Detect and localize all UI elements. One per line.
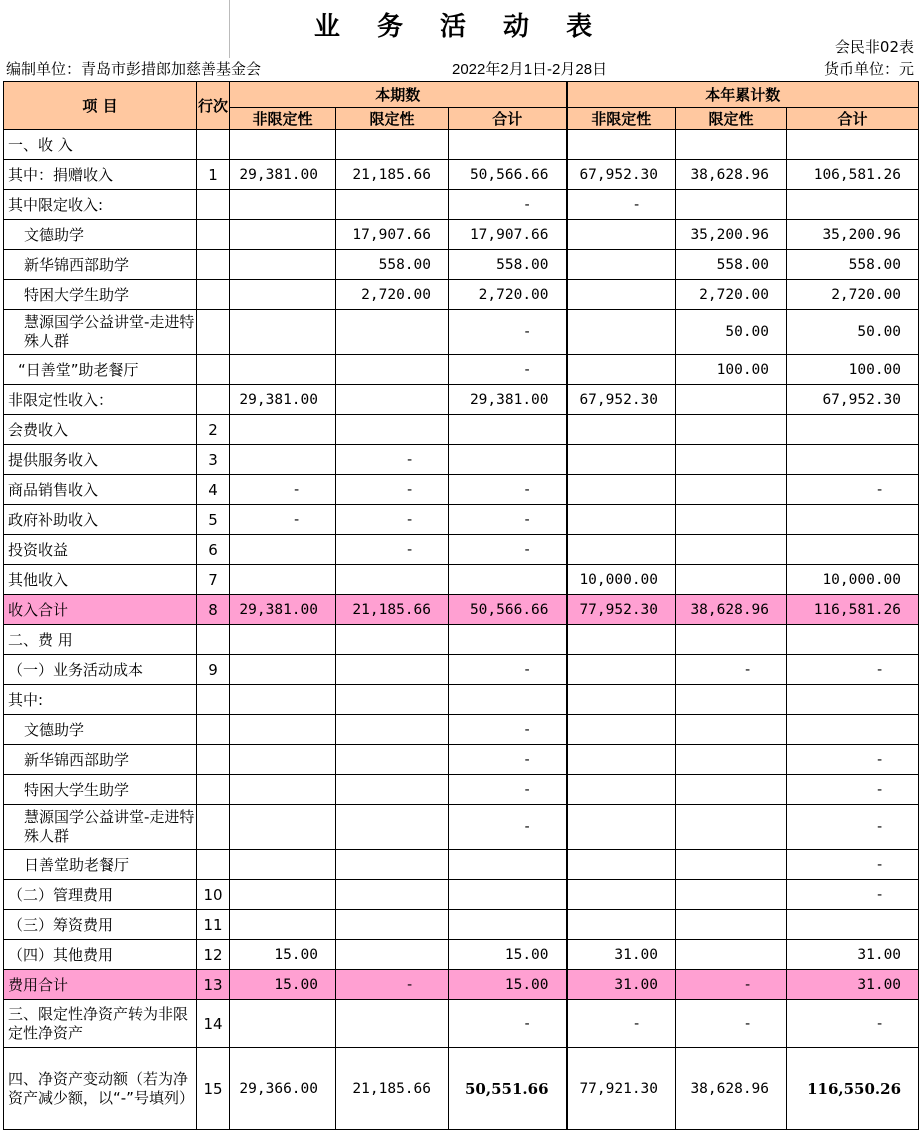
value-cell: 31.00 bbox=[567, 940, 676, 970]
value-cell: 29,366.00 bbox=[230, 1048, 336, 1130]
row-line-number: 3 bbox=[197, 445, 230, 475]
value-cell bbox=[336, 625, 449, 655]
value-cell bbox=[336, 850, 449, 880]
value-cell: - bbox=[567, 190, 676, 220]
value-cell: 67,952.30 bbox=[787, 385, 919, 415]
value-cell bbox=[676, 445, 787, 475]
value-cell bbox=[336, 415, 449, 445]
value-cell bbox=[787, 685, 919, 715]
value-cell bbox=[676, 940, 787, 970]
activity-statement-table bbox=[3, 81, 919, 1130]
value-cell bbox=[336, 940, 449, 970]
value-cell bbox=[676, 685, 787, 715]
value-cell: 29,381.00 bbox=[230, 595, 336, 625]
table-row bbox=[4, 1000, 919, 1048]
table-row bbox=[4, 190, 919, 220]
row-label: 一、收 入 bbox=[4, 130, 197, 160]
value-cell: 15.00 bbox=[230, 940, 336, 970]
value-cell: - bbox=[787, 655, 919, 685]
form-code: 会民非02表 bbox=[834, 38, 914, 56]
value-cell: - bbox=[449, 715, 567, 745]
row-line-number: 14 bbox=[197, 1000, 230, 1048]
col-header-current-period: 本期数 bbox=[230, 82, 567, 108]
row-line-number bbox=[197, 220, 230, 250]
value-cell bbox=[449, 850, 567, 880]
value-cell: 15.00 bbox=[449, 940, 567, 970]
value-cell: 15.00 bbox=[449, 970, 567, 1000]
value-cell: 50.00 bbox=[787, 310, 919, 355]
value-cell bbox=[787, 445, 919, 475]
value-cell bbox=[230, 775, 336, 805]
value-cell: 50.00 bbox=[676, 310, 787, 355]
value-cell bbox=[567, 415, 676, 445]
value-cell bbox=[230, 190, 336, 220]
value-cell: 10,000.00 bbox=[787, 565, 919, 595]
value-cell: - bbox=[336, 475, 449, 505]
value-cell bbox=[567, 130, 676, 160]
value-cell: - bbox=[449, 505, 567, 535]
value-cell bbox=[230, 445, 336, 475]
row-label: 文德助学 bbox=[4, 220, 197, 250]
col-header-ytd: 本年累计数 bbox=[567, 82, 919, 108]
value-cell: - bbox=[676, 1000, 787, 1048]
row-label: “日善堂”助老餐厅 bbox=[4, 355, 197, 385]
row-line-number: 10 bbox=[197, 880, 230, 910]
value-cell bbox=[676, 130, 787, 160]
col-header-line: 行次 bbox=[197, 82, 230, 130]
table-row bbox=[4, 385, 919, 415]
value-cell bbox=[787, 415, 919, 445]
reporting-unit: 编制单位：青岛市彭措郎加慈善基金会 bbox=[6, 60, 262, 78]
value-cell bbox=[676, 565, 787, 595]
value-cell bbox=[676, 385, 787, 415]
value-cell: 116,581.26 bbox=[787, 595, 919, 625]
table-row bbox=[4, 970, 919, 1000]
value-cell: 558.00 bbox=[676, 250, 787, 280]
row-label: 提供服务收入 bbox=[4, 445, 197, 475]
value-cell: - bbox=[230, 475, 336, 505]
table-row bbox=[4, 850, 919, 880]
row-line-number: 12 bbox=[197, 940, 230, 970]
value-cell: - bbox=[336, 970, 449, 1000]
value-cell: 67,952.30 bbox=[567, 385, 676, 415]
value-cell: - bbox=[787, 850, 919, 880]
value-cell: 100.00 bbox=[787, 355, 919, 385]
value-cell: 17,907.66 bbox=[449, 220, 567, 250]
value-cell bbox=[230, 625, 336, 655]
row-label: 其中：捐赠收入 bbox=[4, 160, 197, 190]
value-cell: - bbox=[449, 355, 567, 385]
value-cell bbox=[567, 535, 676, 565]
value-cell: 558.00 bbox=[449, 250, 567, 280]
table-row bbox=[4, 805, 919, 850]
row-label: 会费收入 bbox=[4, 415, 197, 445]
value-cell: 2,720.00 bbox=[787, 280, 919, 310]
value-cell: 116,550.26 bbox=[787, 1048, 919, 1130]
table-row bbox=[4, 250, 919, 280]
value-cell bbox=[567, 715, 676, 745]
value-cell bbox=[676, 415, 787, 445]
value-cell: 21,185.66 bbox=[336, 595, 449, 625]
value-cell bbox=[336, 1000, 449, 1048]
value-cell bbox=[230, 850, 336, 880]
value-cell bbox=[230, 655, 336, 685]
value-cell bbox=[567, 310, 676, 355]
value-cell bbox=[567, 685, 676, 715]
value-cell bbox=[230, 220, 336, 250]
value-cell: 50,566.66 bbox=[449, 160, 567, 190]
value-cell: 2,720.00 bbox=[336, 280, 449, 310]
row-line-number bbox=[197, 775, 230, 805]
value-cell: - bbox=[230, 505, 336, 535]
value-cell: 21,185.66 bbox=[336, 160, 449, 190]
value-cell bbox=[676, 805, 787, 850]
value-cell: - bbox=[567, 1000, 676, 1048]
value-cell: - bbox=[449, 535, 567, 565]
table-row bbox=[4, 310, 919, 355]
row-line-number bbox=[197, 805, 230, 850]
table-row bbox=[4, 715, 919, 745]
value-cell bbox=[787, 625, 919, 655]
value-cell: 2,720.00 bbox=[449, 280, 567, 310]
value-cell bbox=[567, 775, 676, 805]
row-line-number bbox=[197, 685, 230, 715]
row-line-number: 7 bbox=[197, 565, 230, 595]
page-title: 业 务 活 动 表 bbox=[313, 12, 607, 42]
value-cell bbox=[567, 475, 676, 505]
row-line-number: 6 bbox=[197, 535, 230, 565]
row-label: 新华锦西部助学 bbox=[4, 745, 197, 775]
row-label: （三）筹资费用 bbox=[4, 910, 197, 940]
value-cell bbox=[336, 880, 449, 910]
value-cell: - bbox=[787, 1000, 919, 1048]
table-row bbox=[4, 1048, 919, 1130]
value-cell bbox=[336, 385, 449, 415]
value-cell: 558.00 bbox=[787, 250, 919, 280]
value-cell bbox=[230, 250, 336, 280]
row-line-number: 8 bbox=[197, 595, 230, 625]
value-cell: 67,952.30 bbox=[567, 160, 676, 190]
value-cell bbox=[336, 745, 449, 775]
row-line-number: 9 bbox=[197, 655, 230, 685]
value-cell: 31.00 bbox=[787, 970, 919, 1000]
table-row bbox=[4, 595, 919, 625]
value-cell bbox=[567, 625, 676, 655]
row-label: 其中限定收入: bbox=[4, 190, 197, 220]
table-row bbox=[4, 355, 919, 385]
row-line-number bbox=[197, 130, 230, 160]
value-cell bbox=[567, 655, 676, 685]
value-cell bbox=[336, 130, 449, 160]
row-line-number bbox=[197, 190, 230, 220]
value-cell bbox=[336, 775, 449, 805]
value-cell bbox=[676, 850, 787, 880]
value-cell bbox=[567, 445, 676, 475]
row-line-number bbox=[197, 745, 230, 775]
value-cell: 21,185.66 bbox=[336, 1048, 449, 1130]
value-cell: - bbox=[449, 190, 567, 220]
row-label: 日善堂助老餐厅 bbox=[4, 850, 197, 880]
row-label: 特困大学生助学 bbox=[4, 280, 197, 310]
row-line-number bbox=[197, 850, 230, 880]
value-cell: - bbox=[787, 880, 919, 910]
row-label: （二）管理费用 bbox=[4, 880, 197, 910]
col-header-restricted: 限定性 bbox=[676, 108, 787, 130]
value-cell: - bbox=[449, 805, 567, 850]
value-cell bbox=[230, 685, 336, 715]
value-cell bbox=[336, 685, 449, 715]
row-line-number: 13 bbox=[197, 970, 230, 1000]
value-cell: 10,000.00 bbox=[567, 565, 676, 595]
value-cell: - bbox=[787, 775, 919, 805]
row-line-number: 4 bbox=[197, 475, 230, 505]
value-cell bbox=[787, 190, 919, 220]
value-cell bbox=[449, 445, 567, 475]
value-cell: 29,381.00 bbox=[230, 160, 336, 190]
row-line-number bbox=[197, 250, 230, 280]
value-cell bbox=[567, 505, 676, 535]
value-cell bbox=[567, 745, 676, 775]
value-cell bbox=[567, 220, 676, 250]
row-label: 新华锦西部助学 bbox=[4, 250, 197, 280]
value-cell bbox=[336, 715, 449, 745]
value-cell bbox=[230, 805, 336, 850]
value-cell bbox=[676, 910, 787, 940]
row-line-number bbox=[197, 280, 230, 310]
row-label: 慧源国学公益讲堂-走进特殊人群 bbox=[4, 310, 197, 355]
row-line-number bbox=[197, 715, 230, 745]
row-line-number bbox=[197, 310, 230, 355]
value-cell: 38,628.96 bbox=[676, 160, 787, 190]
value-cell bbox=[787, 910, 919, 940]
value-cell bbox=[336, 355, 449, 385]
value-cell: - bbox=[336, 445, 449, 475]
value-cell: - bbox=[449, 775, 567, 805]
col-header-total: 合计 bbox=[787, 108, 919, 130]
col-header-total: 合计 bbox=[449, 108, 567, 130]
row-label: 其中: bbox=[4, 685, 197, 715]
col-header-unrestricted: 非限定性 bbox=[567, 108, 676, 130]
value-cell bbox=[449, 685, 567, 715]
value-cell: - bbox=[449, 745, 567, 775]
row-label: （一）业务活动成本 bbox=[4, 655, 197, 685]
value-cell: 50,551.66 bbox=[449, 1048, 567, 1130]
value-cell bbox=[787, 505, 919, 535]
value-cell bbox=[230, 715, 336, 745]
table-row bbox=[4, 505, 919, 535]
table-row bbox=[4, 475, 919, 505]
value-cell: 106,581.26 bbox=[787, 160, 919, 190]
value-cell bbox=[449, 415, 567, 445]
value-cell bbox=[230, 415, 336, 445]
value-cell bbox=[787, 535, 919, 565]
value-cell bbox=[336, 310, 449, 355]
value-cell bbox=[449, 910, 567, 940]
row-label: 政府补助收入 bbox=[4, 505, 197, 535]
row-label: 三、限定性净资产转为非限定性净资产 bbox=[4, 1000, 197, 1048]
value-cell: - bbox=[449, 475, 567, 505]
value-cell bbox=[449, 625, 567, 655]
value-cell: 38,628.96 bbox=[676, 1048, 787, 1130]
table-row bbox=[4, 280, 919, 310]
value-cell: 2,720.00 bbox=[676, 280, 787, 310]
row-label: 文德助学 bbox=[4, 715, 197, 745]
table-row bbox=[4, 535, 919, 565]
row-label: 非限定性收入： bbox=[4, 385, 197, 415]
table-row bbox=[4, 130, 919, 160]
value-cell: 50,566.66 bbox=[449, 595, 567, 625]
value-cell: - bbox=[787, 745, 919, 775]
value-cell: 77,952.30 bbox=[567, 595, 676, 625]
value-cell: - bbox=[449, 1000, 567, 1048]
value-cell: - bbox=[676, 655, 787, 685]
row-label: 商品销售收入 bbox=[4, 475, 197, 505]
value-cell bbox=[567, 850, 676, 880]
table-row bbox=[4, 745, 919, 775]
value-cell bbox=[230, 130, 336, 160]
value-cell: - bbox=[787, 475, 919, 505]
value-cell bbox=[230, 280, 336, 310]
value-cell bbox=[336, 190, 449, 220]
value-cell bbox=[336, 655, 449, 685]
table-row bbox=[4, 220, 919, 250]
value-cell bbox=[676, 475, 787, 505]
value-cell bbox=[567, 880, 676, 910]
value-cell: 15.00 bbox=[230, 970, 336, 1000]
row-line-number bbox=[197, 385, 230, 415]
row-line-number: 5 bbox=[197, 505, 230, 535]
value-cell bbox=[449, 565, 567, 595]
row-label: 投资收益 bbox=[4, 535, 197, 565]
table-row bbox=[4, 160, 919, 190]
row-label: 四、净资产变动额（若为净资产减少额，以“-”号填列） bbox=[4, 1048, 197, 1130]
value-cell: 77,921.30 bbox=[567, 1048, 676, 1130]
value-cell bbox=[676, 715, 787, 745]
value-cell: - bbox=[336, 505, 449, 535]
value-cell: 38,628.96 bbox=[676, 595, 787, 625]
row-line-number: 2 bbox=[197, 415, 230, 445]
value-cell bbox=[787, 130, 919, 160]
value-cell bbox=[676, 535, 787, 565]
value-cell bbox=[230, 880, 336, 910]
value-cell: 35,200.96 bbox=[676, 220, 787, 250]
value-cell: 31.00 bbox=[567, 970, 676, 1000]
value-cell bbox=[567, 250, 676, 280]
table-row bbox=[4, 445, 919, 475]
value-cell bbox=[230, 535, 336, 565]
col-header-restricted: 限定性 bbox=[336, 108, 449, 130]
row-label: （四）其他费用 bbox=[4, 940, 197, 970]
row-label: 特困大学生助学 bbox=[4, 775, 197, 805]
row-label: 慧源国学公益讲堂-走进特殊人群 bbox=[4, 805, 197, 850]
value-cell: 558.00 bbox=[336, 250, 449, 280]
value-cell bbox=[336, 805, 449, 850]
row-line-number bbox=[197, 625, 230, 655]
value-cell bbox=[567, 805, 676, 850]
value-cell bbox=[676, 775, 787, 805]
value-cell: 35,200.96 bbox=[787, 220, 919, 250]
table-row bbox=[4, 775, 919, 805]
value-cell bbox=[230, 565, 336, 595]
table-row bbox=[4, 685, 919, 715]
value-cell: - bbox=[787, 805, 919, 850]
row-line-number bbox=[197, 355, 230, 385]
value-cell: - bbox=[336, 535, 449, 565]
value-cell bbox=[567, 280, 676, 310]
value-cell bbox=[449, 130, 567, 160]
value-cell: 100.00 bbox=[676, 355, 787, 385]
value-cell: - bbox=[449, 310, 567, 355]
row-line-number: 11 bbox=[197, 910, 230, 940]
value-cell: - bbox=[676, 970, 787, 1000]
table-row bbox=[4, 940, 919, 970]
table-row bbox=[4, 415, 919, 445]
currency-unit: 货币单位：元 bbox=[823, 60, 914, 78]
row-label: 其他收入 bbox=[4, 565, 197, 595]
value-cell bbox=[676, 505, 787, 535]
value-cell bbox=[449, 880, 567, 910]
value-cell: 17,907.66 bbox=[336, 220, 449, 250]
col-header-item: 项 目 bbox=[4, 82, 197, 130]
row-label: 收入合计 bbox=[4, 595, 197, 625]
value-cell bbox=[676, 880, 787, 910]
table-row bbox=[4, 565, 919, 595]
value-cell bbox=[230, 910, 336, 940]
table-row bbox=[4, 910, 919, 940]
report-period: 2022年2月1日-2月28日 bbox=[452, 61, 608, 78]
table-row bbox=[4, 625, 919, 655]
value-cell bbox=[230, 1000, 336, 1048]
value-cell: 29,381.00 bbox=[449, 385, 567, 415]
value-cell: - bbox=[449, 655, 567, 685]
value-cell bbox=[336, 910, 449, 940]
value-cell bbox=[230, 355, 336, 385]
row-label: 二、费 用 bbox=[4, 625, 197, 655]
value-cell: 31.00 bbox=[787, 940, 919, 970]
table-row bbox=[4, 880, 919, 910]
value-cell bbox=[676, 745, 787, 775]
value-cell bbox=[336, 565, 449, 595]
value-cell: 29,381.00 bbox=[230, 385, 336, 415]
value-cell bbox=[676, 625, 787, 655]
value-cell bbox=[230, 745, 336, 775]
col-header-unrestricted: 非限定性 bbox=[230, 108, 336, 130]
value-cell bbox=[787, 715, 919, 745]
value-cell bbox=[676, 190, 787, 220]
value-cell bbox=[230, 310, 336, 355]
value-cell bbox=[567, 910, 676, 940]
row-line-number: 15 bbox=[197, 1048, 230, 1130]
table-row bbox=[4, 655, 919, 685]
row-label: 费用合计 bbox=[4, 970, 197, 1000]
row-line-number: 1 bbox=[197, 160, 230, 190]
value-cell bbox=[567, 355, 676, 385]
